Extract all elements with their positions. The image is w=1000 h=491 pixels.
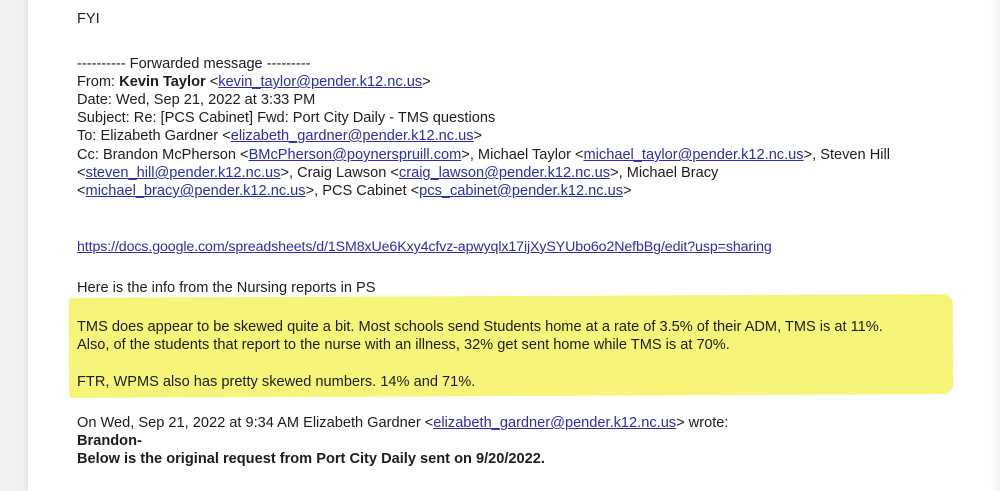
to-label: To: Elizabeth Gardner < bbox=[77, 128, 231, 144]
cc-line-3: <michael_bracy@pender.k12.nc.us>, PCS Cabinet <pcs_cabinet@pender.k12.nc.us> bbox=[77, 183, 632, 199]
spreadsheet-link[interactable]: https://docs.google.com/spreadsheets/d/1SM8xUe6Kxy4cfvz-apwyqlx17ijXySYUbo6o2NefbBg/edit?usp=sharing bbox=[77, 239, 772, 255]
cc-close: > bbox=[623, 183, 632, 199]
fyi-text: FYI bbox=[77, 11, 100, 27]
cc-brandon-email-link[interactable]: BMcPherson@poynerspruill.com bbox=[248, 147, 462, 163]
cc-brandon-prefix: Cc: Brandon McPherson < bbox=[77, 147, 249, 163]
cc-craig-prefix: >, Craig Lawson < bbox=[280, 165, 399, 181]
body-paragraph-2: FTR, WPMS also has pretty skewed numbers. 14% and 71%. bbox=[77, 374, 476, 390]
quoted-prefix: On Wed, Sep 21, 2022 at 9:34 AM Elizabeth Gardner < bbox=[77, 415, 434, 431]
body-paragraph-1-line-1: TMS does appear to be skewed quite a bit. Most schools send Students home at a rate of 3.5% of their ADM, TMS is at 11%. bbox=[77, 319, 883, 335]
quoted-suffix: > wrote: bbox=[676, 415, 729, 431]
from-label: From: bbox=[77, 74, 120, 90]
cc-steven-prefix: >, Steven Hill bbox=[803, 147, 890, 163]
quoted-greeting: Brandon- bbox=[77, 433, 142, 449]
cc-bracy-prefix: >, Michael Bracy bbox=[610, 165, 719, 181]
body-intro: Here is the info from the Nursing reports in PS bbox=[77, 280, 376, 296]
body-paragraph-1-line-2: Also, of the students that report to the nurse with an illness, 32% get sent home while TMS is at 70%. bbox=[77, 337, 730, 353]
from-name: Kevin Taylor bbox=[119, 74, 206, 90]
quoted-body: Below is the original request from Port City Daily sent on 9/20/2022. bbox=[77, 451, 545, 467]
cc-cabinet-prefix: >, PCS Cabinet < bbox=[305, 183, 420, 199]
cc-bracy-email-link[interactable]: michael_bracy@pender.k12.nc.us bbox=[85, 183, 306, 199]
to-line: To: Elizabeth Gardner <elizabeth_gardner@pender.k12.nc.us> bbox=[77, 128, 483, 144]
cc-cabinet-email-link[interactable]: pcs_cabinet@pender.k12.nc.us bbox=[419, 183, 624, 199]
from-line: From: Kevin Taylor <kevin_taylor@pender.k12.nc.us> bbox=[77, 74, 431, 90]
date-line: Date: Wed, Sep 21, 2022 at 3:33 PM bbox=[77, 92, 316, 108]
cc-steven-email-link[interactable]: steven_hill@pender.k12.nc.us bbox=[85, 165, 281, 181]
from-email-link[interactable]: kevin_taylor@pender.k12.nc.us bbox=[218, 74, 423, 90]
cc-michael-taylor-prefix: >, Michael Taylor < bbox=[461, 147, 584, 163]
cc-line-1 bbox=[77, 146, 890, 164]
email-document bbox=[28, 0, 1000, 491]
spreadsheet-link-line bbox=[77, 238, 772, 256]
quoted-header bbox=[77, 414, 728, 432]
subject-line: Subject: Re: [PCS Cabinet] Fwd: Port City Daily - TMS questions bbox=[77, 110, 496, 126]
to-email-link[interactable]: elizabeth_gardner@pender.k12.nc.us bbox=[230, 128, 474, 144]
cc-line-2: <steven_hill@pender.k12.nc.us>, Craig Lawson <craig_lawson@pender.k12.nc.us>, Michael Bracy bbox=[77, 165, 719, 181]
cc-craig-email-link[interactable]: craig_lawson@pender.k12.nc.us bbox=[398, 165, 611, 181]
forwarded-header: ---------- Forwarded message --------- bbox=[77, 56, 311, 72]
cc-michael-taylor-email-link[interactable]: michael_taylor@pender.k12.nc.us bbox=[583, 147, 804, 163]
page-edge-shadow bbox=[990, 0, 1000, 491]
quoted-email-link[interactable]: elizabeth_gardner@pender.k12.nc.us bbox=[433, 415, 677, 431]
